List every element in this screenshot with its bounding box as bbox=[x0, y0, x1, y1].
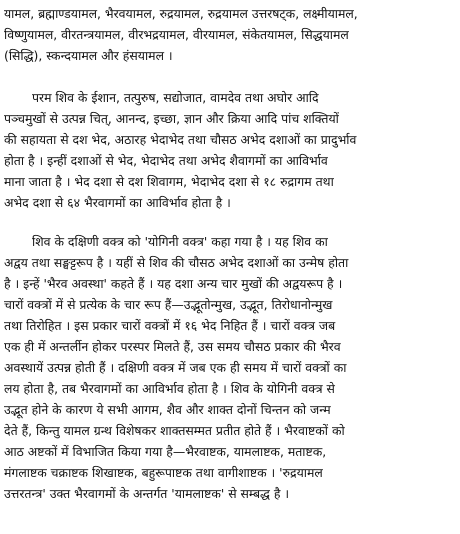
text-line: परम शिव के ईशान, तत्पुरुष, सद्योजात, वामदेव तथा अघोर आदि bbox=[32, 90, 319, 105]
text-line: चारों वक्त्रों में से प्रत्येक के चार रूप हैं—उद्भूतोन्मुख, उद्भूत, तिरोधानोन्मुख bbox=[4, 297, 333, 312]
text-line: अवस्थायें उत्पन्न होती हैं । दक्षिणी वक्त्र में जब एक ही समय में चारों वक्त्रों का bbox=[4, 360, 347, 375]
text-line: आठ अष्टकों में विभाजित किया गया है—भैरवाष्टक, यामलाष्टक, मताष्टक, bbox=[4, 444, 327, 459]
text-line: (सिद्धि), स्कन्दयामल और हंसयामल । bbox=[4, 48, 173, 63]
text-line: लय होता है, तब भैरवागमों का आविर्भाव होता है । शिव के योगिनी वक्त्र से bbox=[4, 381, 335, 396]
text-line: एक ही में अन्तर्लीन होकर परस्पर मिलते हैं, उस समय चौसठ प्रकार की भैरव bbox=[4, 339, 341, 354]
text-line: उत्तरतन्त्र' उक्त भैरवागमों के अन्तर्गत 'यामलाष्टक' से सम्बद्ध है । bbox=[4, 486, 290, 501]
text-line: पञ्चमुखों से उत्पन्न चित्, आनन्द, इच्छा, ज्ञान और क्रिया आदि पांच शक्तियों bbox=[4, 111, 339, 126]
text-line: उद्भूत होने के कारण ये सभी आगम, शैव और शाक्त दोनों चिन्तन को जन्म bbox=[4, 402, 331, 417]
text-line: होता है । इन्हीं दशाओं से भेद, भेदाभेद तथा अभेद शैवागमों का आविर्भाव bbox=[4, 153, 328, 168]
text-line: अभेद दशा से ६४ भैरवागमों का आविर्भाव होता है । bbox=[4, 195, 231, 210]
text-line: माना जाता है । भेद दशा से दश शिवागम, भेदाभेद दशा से १८ रुद्रागम तथा bbox=[4, 174, 334, 189]
text-line: अद्वय तथा सङ्घट्टरूप है । यहीं से शिव की चौसठ अभेद दशाओं का उन्मेष होता bbox=[4, 255, 349, 270]
text-line: है । इन्हें 'भैरव अवस्था' कहते हैं । यह दशा अन्य चार मुखों की अद्वयरूप है । bbox=[4, 276, 343, 291]
text-line: मंगलाष्टक चक्राष्टक शिखाष्टक, बहुरूपाष्टक तथा वागीशाष्टक । 'रुद्रयामल bbox=[4, 465, 323, 480]
text-line: देते हैं, किन्तु यामल ग्रन्थ विशेषकर शाक्तसम्मत प्रतीत होते हैं । भैरवाष्टकों को bbox=[4, 423, 345, 438]
text-line: तथा तिरोहित । इस प्रकार चारों वक्त्रों में १६ भेद निहित हैं । चारों वक्त्र जब bbox=[4, 318, 336, 333]
text-line: यामल, ब्रह्माण्डयामल, भैरवयामल, रुद्रयामल, रुद्रयामल उत्तरषट्क, लक्ष्मीयामल, bbox=[4, 6, 358, 21]
text-line: की सहायता से दश भेद, अठारह भेदाभेद तथा चौसठ अभेद दशाओं का प्रादुर्भाव bbox=[4, 132, 357, 147]
text-line: शिव के दक्षिणी वक्त्र को 'योगिनी वक्त्र' कहा गया है । यह शिव का bbox=[32, 234, 328, 249]
text-line: विष्णुयामल, वीरतन्त्रयामल, वीरभद्रयामल, वीरयामल, संकेतयामल, सिद्धयामल bbox=[4, 27, 349, 42]
